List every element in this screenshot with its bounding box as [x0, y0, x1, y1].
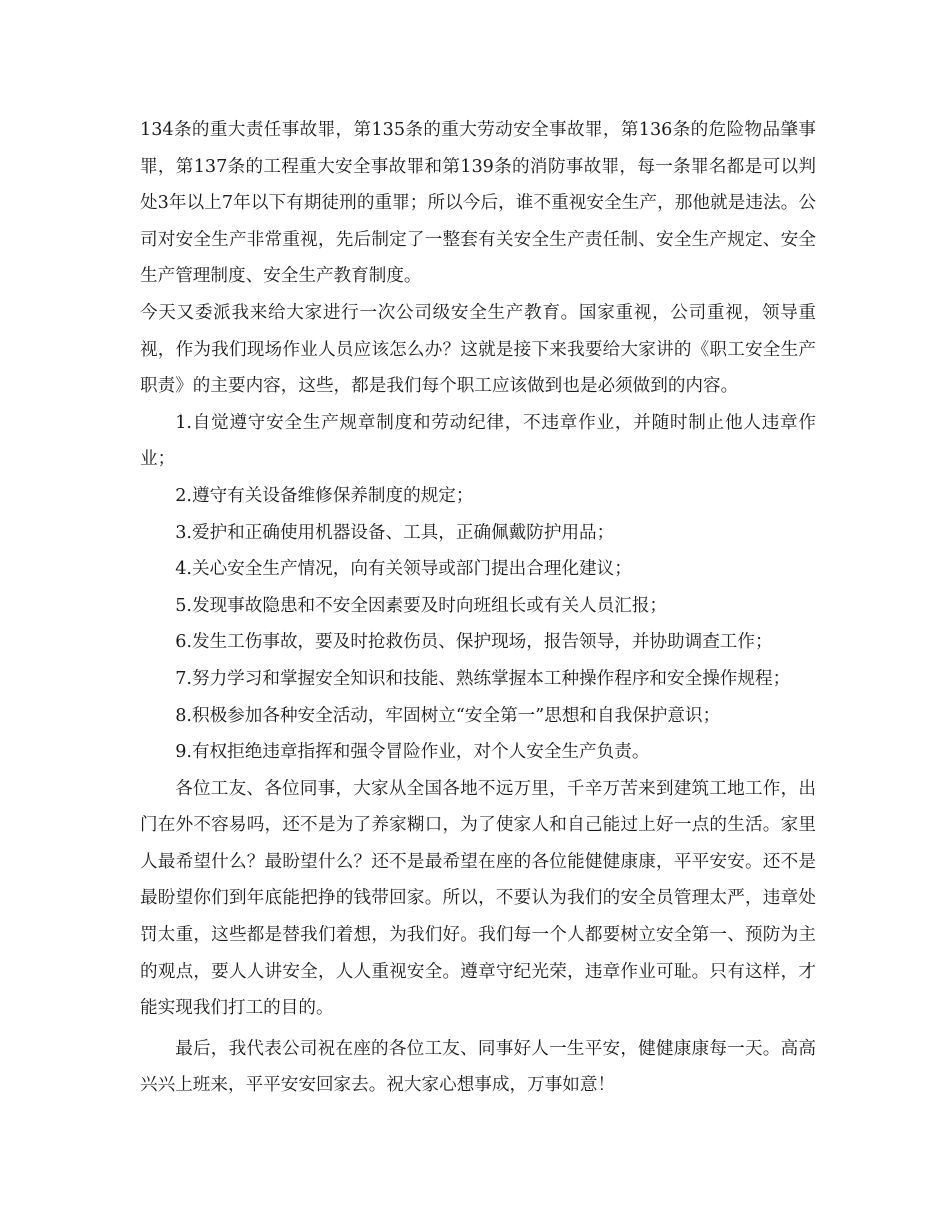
paragraph-workers-appeal: 各位工友、各位同事，大家从全国各地不远万里，千辛万苦来到建筑工地工作，出门在外不容易吗，还不是为了养家糊口，为了使家人和自己能过上好一点的生活。家里人最希望什么？最盼望什么？还不是最希望在座的各位能健健康康，平平安安。还不是最盼望你们到年底能把挣的钱带回家。所以，不要认为我们的安全员管理太严，违章处罚太重，这些都是替我们着想，为我们好。我们每一个人都要树立安全第一、预防为主的观点，要人人讲安全，人人重视安全。遵章守纪光荣，违章作业可耻。只有这样，才能实现我们打工的目的。 [140, 778, 816, 1019]
duty-item-1: 1.自觉遵守安全生产规章制度和劳动纪律，不违章作业，并随时制止他人违章作业； [140, 412, 816, 470]
duty-item-5: 5.发现事故隐患和不安全因素要及时向班组长或有关人员汇报； [175, 595, 668, 616]
duty-item-7: 7.努力学习和掌握安全知识和技能、熟练掌握本工种操作程序和安全操作规程； [175, 668, 791, 689]
duty-item-6: 6.发生工伤事故，要及时抢救伤员、保护现场，报告领导，并协助调查工作； [175, 632, 773, 653]
duty-item-8: 8.积极参加各种安全活动，牢固树立“安全第一”思想和自我保护意识； [175, 705, 721, 726]
paragraph-criminal-law: 134条的重大责任事故罪，第135条的重大劳动安全事故罪，第136条的危险物品肇事罪，第137条的工程重大安全事故罪和第139条的消防事故罪，每一条罪名都是可以判处3年以上7年以下有期徒刑的重罪；所以今后，谁不重视安全生产，那他就是违法。公司对安全生产非常重视，先后制定了一整套有关安全生产责任制、安全生产规定、安全生产管理制度、安全生产教育制度。 [140, 120, 816, 287]
duty-item-2: 2.遵守有关设备维修保养制度的规定； [175, 485, 474, 506]
document-body [140, 112, 816, 1104]
duty-item-4: 4.关心安全生产情况，向有关领导或部门提出合理化建议； [175, 559, 632, 580]
duty-item-3: 3.爱护和正确使用机器设备、工具，正确佩戴防护用品； [175, 522, 615, 543]
duty-item-9: 9.有权拒绝违章指挥和强令冒险作业，对个人安全生产负责。 [175, 742, 650, 763]
paragraph-closing: 最后，我代表公司祝在座的各位工友、同事好人一生平安，健健康康每一天。高高兴兴上班来，平平安安回家去。祝大家心想事成，万事如意！ [140, 1038, 816, 1096]
paragraph-education-intro: 今天又委派我来给大家进行一次公司级安全生产教育。国家重视，公司重视，领导重视，作为我们现场作业人员应该怎么办？这就是接下来我要给大家讲的《职工安全生产职责》的主要内容，这些，都是我们每个职工应该做到也是必须做到的内容。 [140, 302, 816, 397]
